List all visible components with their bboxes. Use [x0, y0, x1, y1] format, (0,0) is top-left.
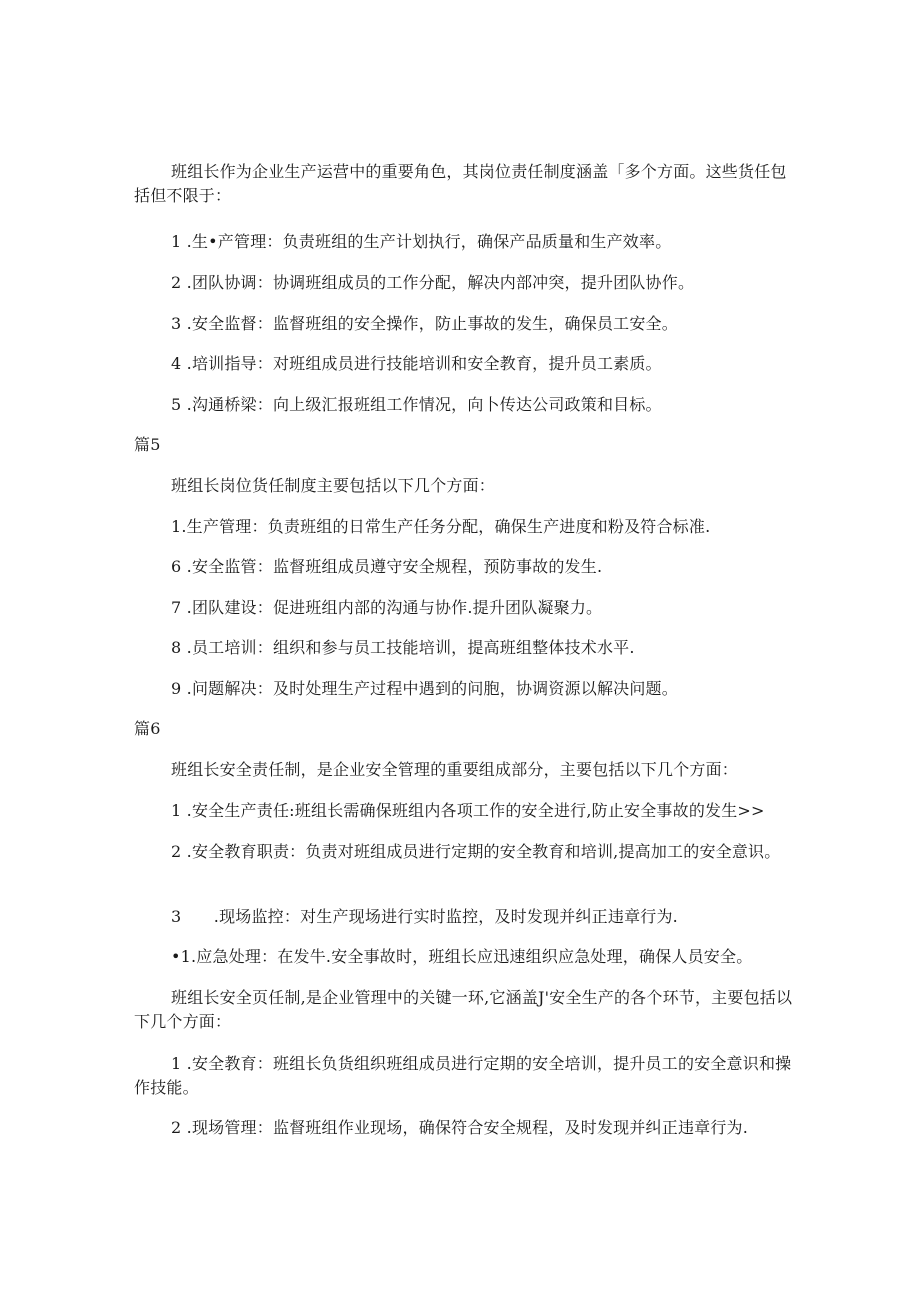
- list-item: 2 .现场管理：监督班组作业现场，确保符合安全规程，及时发现并纠正违章行为.: [171, 1118, 749, 1137]
- list-item: 1.生产管理：负责班组的日常生产任务分配，确保生产进度和粉及符合标准.: [171, 517, 711, 536]
- list-item: 8 .员工培训：组织和参与员工技能培训，提高班组整体技术水平.: [171, 638, 635, 657]
- list-item: 3 .安全监督：监督班组的安全操作，防止事故的发生，确保员工安全。: [171, 314, 678, 333]
- list-item: 2 .安全教育职责：负责对班组成员进行定期的安全教育和培训,提高加工的安全意识。: [171, 842, 781, 861]
- body-paragraph: 班组长安全页任制,是企业管理中的关键一环,它涵盖J'安全生产的各个环节，主要包括以下几个方面：: [134, 988, 793, 1031]
- list-item: 5 .沟通桥梁：向上级汇报班组工作情况，向卜传达公司政策和目标。: [171, 395, 662, 414]
- list-item: 7 .团队建设：促进班组内部的沟通与协作.提升团队凝聚力。: [171, 598, 603, 617]
- section-intro: 班组长岗位货任制度主要包括以下几个方面：: [171, 476, 496, 495]
- list-item: 2 .团队协调：协调班组成员的工作分配，解决内部冲突，提升团队协作。: [171, 273, 695, 292]
- section-intro: 班组长安全责任制，是企业安全管理的重要组成部分，主要包括以下几个方面：: [171, 760, 739, 779]
- list-item: 9 .问题解决：及时处理生产过程中遇到的问胞，协调资源以解决问题。: [171, 679, 678, 698]
- intro-paragraph: 班组长作为企业生产运营中的重要角色，其岗位责任制度涵盖「多个方面。这些货任包括但不限于：: [134, 162, 787, 205]
- list-item: •1.应急处理：在发牛.安全事故时，班组长应迅速组织应急处理，确保人员安全。: [171, 947, 753, 966]
- list-item: 1 .安全生产责任:班组长需确保班组内各项工作的安全进行,防止安全事故的发生>>: [171, 801, 765, 820]
- section-heading: 篇5: [134, 435, 161, 454]
- list-item: 1 .安全教育：班组长负货组织班组成员进行定期的安全培训，提升员工的安全意识和操作技能。: [134, 1054, 792, 1097]
- list-item: 3 .现场监控：对生产现场进行实时监控，及时发现并纠正违章行为.: [171, 907, 678, 926]
- list-item: 4 .培训指导：对班组成员进行技能培训和安全教育，提升员工素质。: [171, 354, 662, 373]
- section-heading: 篇6: [134, 719, 161, 738]
- list-item: 1 .生•产管理：负责班组的生产计划执行，确保产品质量和生产效率。: [171, 232, 672, 251]
- list-item: 6 .安全监管：监督班组成员遵守安全规程，预防事故的发生.: [171, 557, 603, 576]
